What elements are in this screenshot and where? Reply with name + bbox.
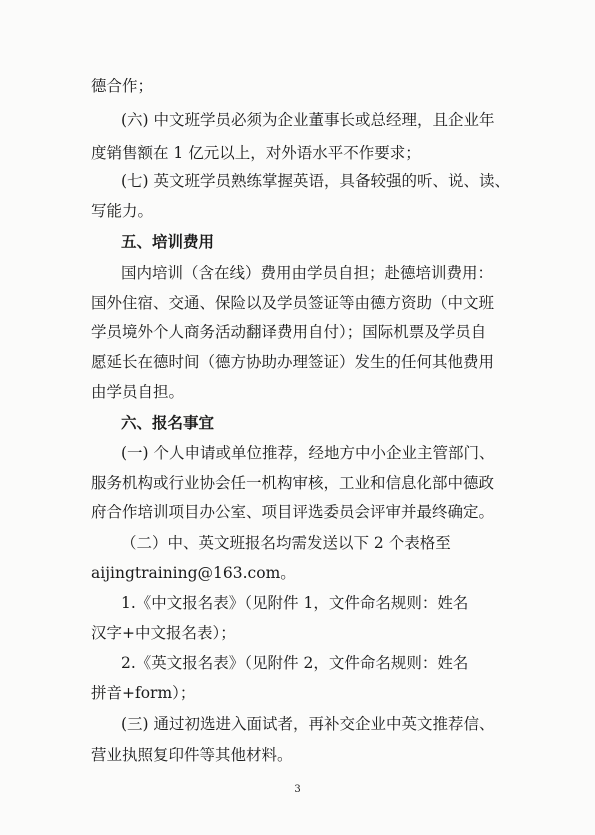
text-line: 服务机构或行业协会任一机构审核，工业和信息化部中德政	[91, 474, 495, 492]
text-line: (七) 英文班学员熟练掌握英语，具备较强的听、说、读、	[121, 172, 511, 190]
text-line: 拼音+form）；	[91, 684, 196, 702]
text-line: （二）中、英文班报名均需发送以下 2 个表格至	[121, 534, 451, 552]
email-line: aijingtraining@163.com。	[91, 564, 296, 582]
text-line: 2.《英文报名表》（见附件 2，文件命名规则：姓名	[121, 654, 469, 672]
page-number: 3	[294, 784, 301, 795]
text-line: 营业执照复印件等其他材料。	[91, 746, 293, 764]
text-line: (六) 中文班学员必须为企业董事长或总经理，且企业年	[121, 111, 495, 129]
text-line: 国外住宿、交通、保险以及学员签证等由德方资助（中文班	[91, 294, 495, 312]
text-line: 由学员自担。	[91, 383, 185, 401]
text-line: 汉字+中文报名表）；	[91, 624, 236, 642]
text-line: 德合作；	[91, 77, 154, 95]
section-heading: 五、培训费用	[121, 232, 215, 251]
text-line: 学员境外个人商务活动翻译费用自付）；国际机票及学员自	[91, 323, 487, 341]
section-heading: 六、报名事宜	[121, 413, 215, 432]
text-line: 国内培训（含在线）费用由学员自担；赴德培训费用：	[121, 264, 494, 282]
text-line: 1.《中文报名表》（见附件 1，文件命名规则：姓名	[121, 594, 469, 612]
text-line: (一) 个人申请或单位推荐，经地方中小企业主管部门、	[121, 444, 495, 462]
text-line: 愿延长在德时间（德方协助办理签证）发生的任何其他费用	[91, 353, 495, 371]
text-line: (三) 通过初选进入面试者，再补交企业中英文推荐信、	[121, 715, 495, 733]
text-line: 府合作培训项目办公室、项目评选委员会评审并最终确定。	[91, 503, 495, 521]
text-line: 写能力。	[91, 202, 154, 220]
text-line: 度销售额在 1 亿元以上，对外语水平不作要求；	[91, 144, 421, 162]
